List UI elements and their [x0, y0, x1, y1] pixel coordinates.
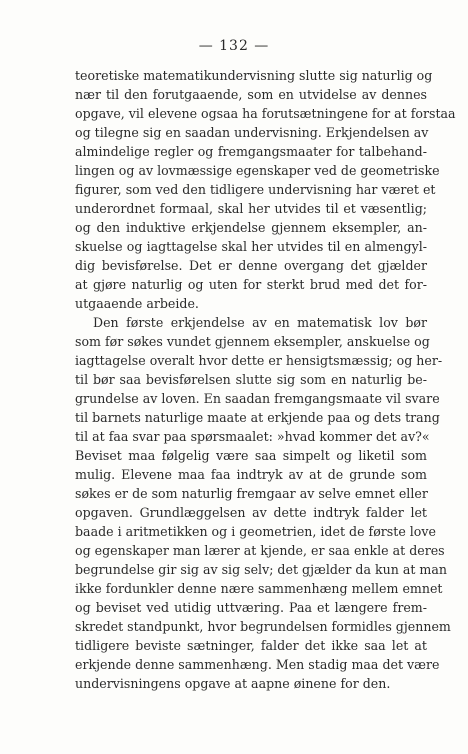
text-line: nær til den forutgaaende, som en utvidelse av dennes [75, 87, 427, 102]
text-line: og tilegne sig en saadan undervisning. Erkjendelsen av [75, 125, 429, 140]
body-text [75, 66, 456, 693]
text-line: utgaaende arbeide. [75, 296, 199, 311]
text-line: begrundelse gir sig av sig selv; det gjælder da kun at man [75, 562, 447, 577]
text-line: mulig. Elevene maa faa indtryk av at de grunde som [75, 467, 427, 482]
text-line: til at faa svar paa spørsmaalet: »hvad kommer det av?« [75, 429, 430, 444]
text-line: iagttagelse overalt hvor dette er hensigtsmæssig; og her- [75, 353, 443, 368]
text-line: lingen og av lovmæssige egenskaper ved de geometriske [75, 163, 440, 178]
text-line: skredet standpunkt, hvor begrundelsen formidles gjennem [75, 619, 451, 634]
text-line: og den induktive erkjendelse gjennem eksempler, an- [75, 220, 427, 235]
text-line: til barnets naturlige maate at erkjende paa og dets trang [75, 410, 440, 425]
text-line: grundelse av loven. En saadan fremgangsmaate vil svare [75, 391, 440, 406]
text-line: ikke fordunkler denne nære sammenhæng mellem emnet [75, 581, 443, 596]
text-line: almindelige regler og fremgangsmaater for talbehand- [75, 144, 427, 159]
text-line: og beviset ved utidig uttværing. Paa et længere frem- [75, 600, 427, 615]
text-line: Beviset maa følgelig være saa simpelt og liketil som [75, 448, 427, 463]
paragraph [75, 313, 451, 693]
text-line: skuelse og iagttagelse skal her utvides til en almengyl- [75, 239, 427, 254]
text-line: til bør saa bevisførelsen slutte sig som en naturlig be- [75, 372, 427, 387]
paragraph [75, 66, 456, 313]
text-line: baade i aritmetikken og i geometrien, idet de første love [75, 524, 436, 539]
text-line: søkes er de som naturlig fremgaar av selve emnet eller [75, 486, 428, 501]
text-line: opgaven. Grundlæggelsen av dette indtryk falder let [75, 505, 427, 520]
text-line: underordnet formaal, skal her utvides til et væsentlig; [75, 201, 427, 216]
text-line: opgave, vil elevene ogsaa ha forutsætningene for at forstaa [75, 106, 456, 121]
text-line: og egenskaper man lærer at kjende, er saa enkle at deres [75, 543, 445, 558]
page-number: — 132 — [198, 38, 270, 54]
text-line: figurer, som ved den tidligere undervisning har været et [75, 182, 436, 197]
text-line: tidligere beviste sætninger, falder det ikke saa let at [75, 638, 427, 653]
text-line: Den første erkjendelse av en matematisk lov bør [93, 315, 427, 330]
text-line: at gjøre naturlig og uten for sterkt brud med det for- [75, 277, 427, 292]
text-line: erkjende denne sammenhæng. Men stadig maa det være [75, 657, 440, 672]
text-line: dig bevisførelse. Det er denne overgang det gjælder [75, 258, 427, 273]
text-line: undervisningens opgave at aapne øinene for den. [75, 676, 391, 691]
text-line: teoretiske matematikundervisning slutte sig naturlig og [75, 68, 433, 83]
text-line: som før søkes vundet gjennem eksempler, anskuelse og [75, 334, 430, 349]
